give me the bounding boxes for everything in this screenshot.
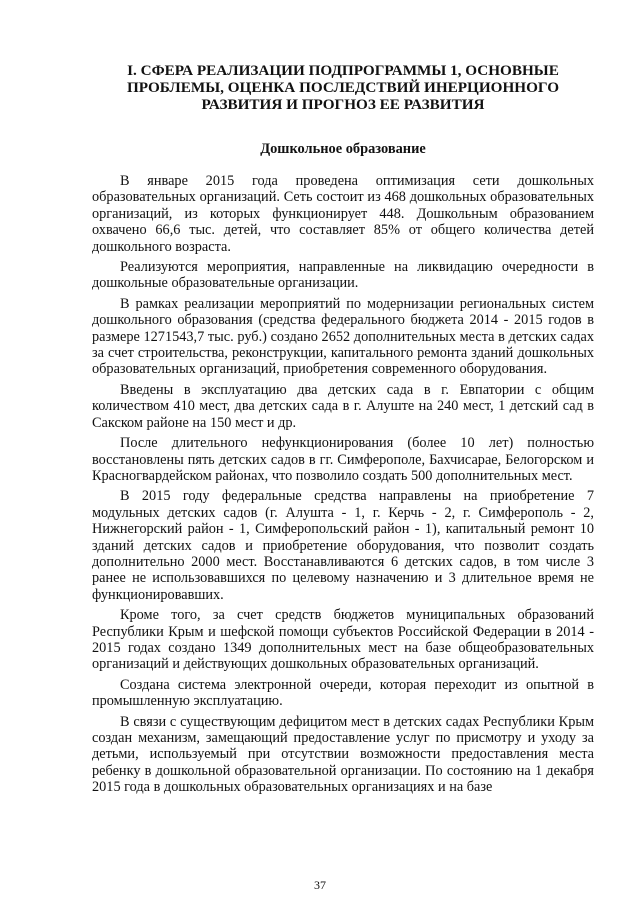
paragraph-5: После длительного нефункционирования (более 10 лет) полностью восстановлены пять детских садов в гг. Симферополе, Бахчисарае, Белогорском и Красногвардейском районах, что позволило создать 500 дополнительных мест. — [92, 435, 594, 484]
paragraph-8: Создана система электронной очереди, которая переходит из опытной в промышленную эксплуатацию. — [92, 676, 594, 710]
paragraph-1: В январе 2015 года проведена оптимизация сети дошкольных образовательных организаций. Сеть состоит из 468 дошкольных образовательных организаций, из которых функционирует 448. Дошкольным образованием охвачено 66,6 тыс. детей, что составляет 85% от общего количества детей дошкольного возраста. — [92, 173, 594, 255]
paragraph-6: В 2015 году федеральные средства направлены на приобретение 7 модульных детских садов (г. Алушта - 1, г. Керчь - 2, г. Симферополь - 2, Нижнегорский район - 1, Симферопольский район - 1), капитальный ремонт 10 зданий детских садов и приобретение оборудования, что позволит создать дополнительно 2000 мест. Восстанавливаются 6 детских садов, в том числе 3 ранее не использовавшихся по целевому назначению и 3 длительное время не функционировавших. — [92, 488, 594, 603]
paragraph-2: Реализуются мероприятия, направленные на ликвидацию очередности в дошкольные образовательные организации. — [92, 259, 594, 292]
paragraph-7: Кроме того, за счет средств бюджетов муниципальных образований Республики Крым и шефской помощи субъектов Российской Федерации в 2014 - 2015 годах создано 1349 дополнительных мест на базе общеобразовательных организаций и действующих дошкольных образовательных организаций. — [92, 607, 594, 673]
paragraph-3: В рамках реализации мероприятий по модернизации региональных систем дошкольного образования (средства федерального бюджета 2014 - 2015 годов в размере 1271543,7 тыс. руб.) создано 2652 дополнительных места в детских садах за счет строительства, реконструкции, капитального ремонта зданий дошкольных образовательных организаций, приобретения современного оборудования. — [92, 295, 594, 378]
page-number: 37 — [314, 878, 326, 892]
subsection-title: Дошкольное образование — [260, 140, 426, 157]
paragraph-4: Введены в эксплуатацию два детских сада в г. Евпатории с общим количеством 410 мест, два детских сада в г. Алуште на 240 мест, 1 детский сад в Сакском районе на 150 мест и др. — [92, 381, 594, 431]
document-page — [92, 50, 594, 800]
paragraph-9: В связи с существующим дефицитом мест в детских садах Республики Крым создан механизм, замещающий предоставление услуг по присмотру и уходу за детьми, используемый при отсутствии возможности предоставления места ребенку в дошкольной образовательной организации. По состоянию на 1 декабря 2015 года в дошкольных образовательных организациях и на базе — [92, 713, 594, 796]
section-title: I. СФЕРА РЕАЛИЗАЦИИ ПОДПРОГРАММЫ 1, ОСНОВНЫЕ ПРОБЛЕМЫ, ОЦЕНКА ПОСЛЕДСТВИЙ ИНЕРЦИОННОГО РАЗВИТИЯ И ПРОГНОЗ ЕЕ РАЗВИТИЯ — [126, 62, 560, 114]
